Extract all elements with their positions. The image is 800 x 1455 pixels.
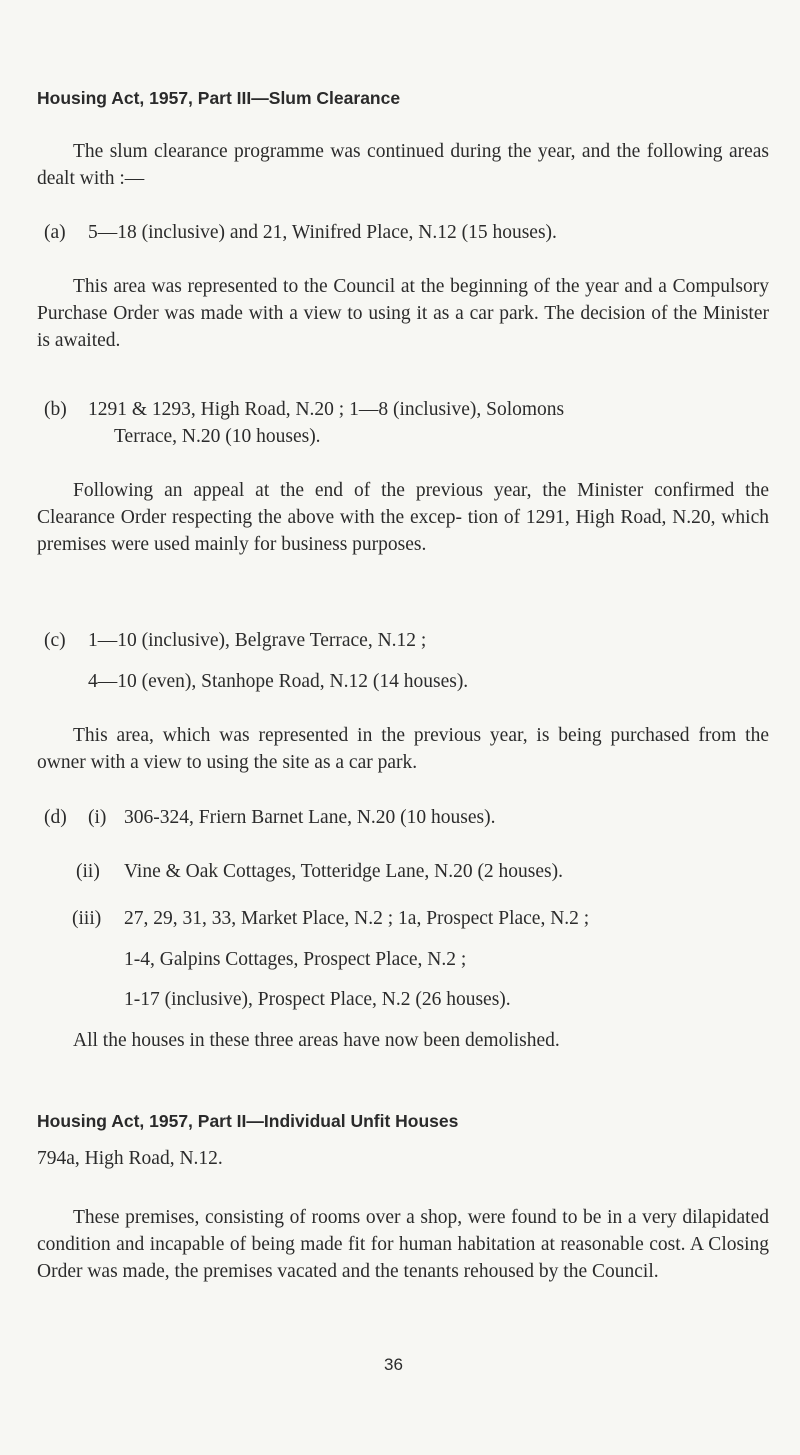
item-c-paragraph: This area, which was represented in the previous year, is being purchased from the owner with a view to using the site as a car park.: [37, 725, 769, 773]
item-a-paragraph: This area was represented to the Council at the beginning of the year and a Compulsory Purchase Order was made with a view to using it as a car park. The decision of the Minister is awaited.: [37, 276, 769, 351]
item-d-paragraph: All the houses in these three areas have now been demolished.: [73, 1030, 560, 1051]
item-d-sub-ii-label: (ii): [76, 861, 100, 882]
unfit-house-address: 794a, High Road, N.12.: [37, 1148, 223, 1169]
item-a-text: 5—18 (inclusive) and 21, Winifred Place, N.12 (15 houses).: [88, 222, 557, 243]
intro-paragraph: The slum clearance programme was continued during the year, and the following areas dealt with :—: [37, 141, 769, 189]
section-heading-unfit-houses: Housing Act, 1957, Part II—Individual Unfit Houses: [37, 1111, 459, 1131]
section-heading-slum-clearance: Housing Act, 1957, Part III—Slum Clearance: [37, 88, 401, 108]
item-d-sub-iii-label: (iii): [72, 908, 102, 929]
item-b-label: (b): [44, 399, 67, 420]
item-d-sub-iii-line2: 1-4, Galpins Cottages, Prospect Place, N.2 ;: [124, 949, 467, 970]
item-d-sub-ii-text: Vine & Oak Cottages, Totteridge Lane, N.20 (2 houses).: [124, 861, 564, 882]
item-c-line1: 1—10 (inclusive), Belgrave Terrace, N.12 ;: [88, 630, 427, 651]
item-c-label: (c): [44, 630, 66, 651]
item-d-sub-iii-line1: 27, 29, 31, 33, Market Place, N.2 ; 1a, Prospect Place, N.2 ;: [124, 908, 590, 929]
item-c-line2: 4—10 (even), Stanhope Road, N.12 (14 houses).: [88, 671, 469, 692]
item-b-line1: 1291 & 1293, High Road, N.20 ; 1—8 (inclusive), Solomons: [88, 399, 565, 420]
page-number: 36: [384, 1355, 403, 1374]
item-d-sub-i-text: 306-324, Friern Barnet Lane, N.20 (10 houses).: [124, 807, 496, 828]
item-a-label: (a): [44, 222, 66, 243]
item-d-sub-i-label: (i): [88, 807, 107, 828]
item-d-sub-iii-line3: 1-17 (inclusive), Prospect Place, N.2 (26 houses).: [124, 989, 511, 1010]
unfit-house-paragraph: These premises, consisting of rooms over a shop, were found to be in a very dilapidated condition and incapable of being made fit for human habitation at reasonable cost. A Closing Order was made, the premises vacated and the tenants rehoused by the Council.: [37, 1207, 769, 1282]
item-b-paragraph: Following an appeal at the end of the previous year, the Minister confirmed the Clearance Order respecting the above with the excep- tion of 1291, High Road, N.20, which premises were used mainly for business purposes.: [37, 480, 769, 555]
item-b-line2: Terrace, N.20 (10 houses).: [114, 426, 321, 447]
item-d-label: (d): [44, 807, 67, 828]
